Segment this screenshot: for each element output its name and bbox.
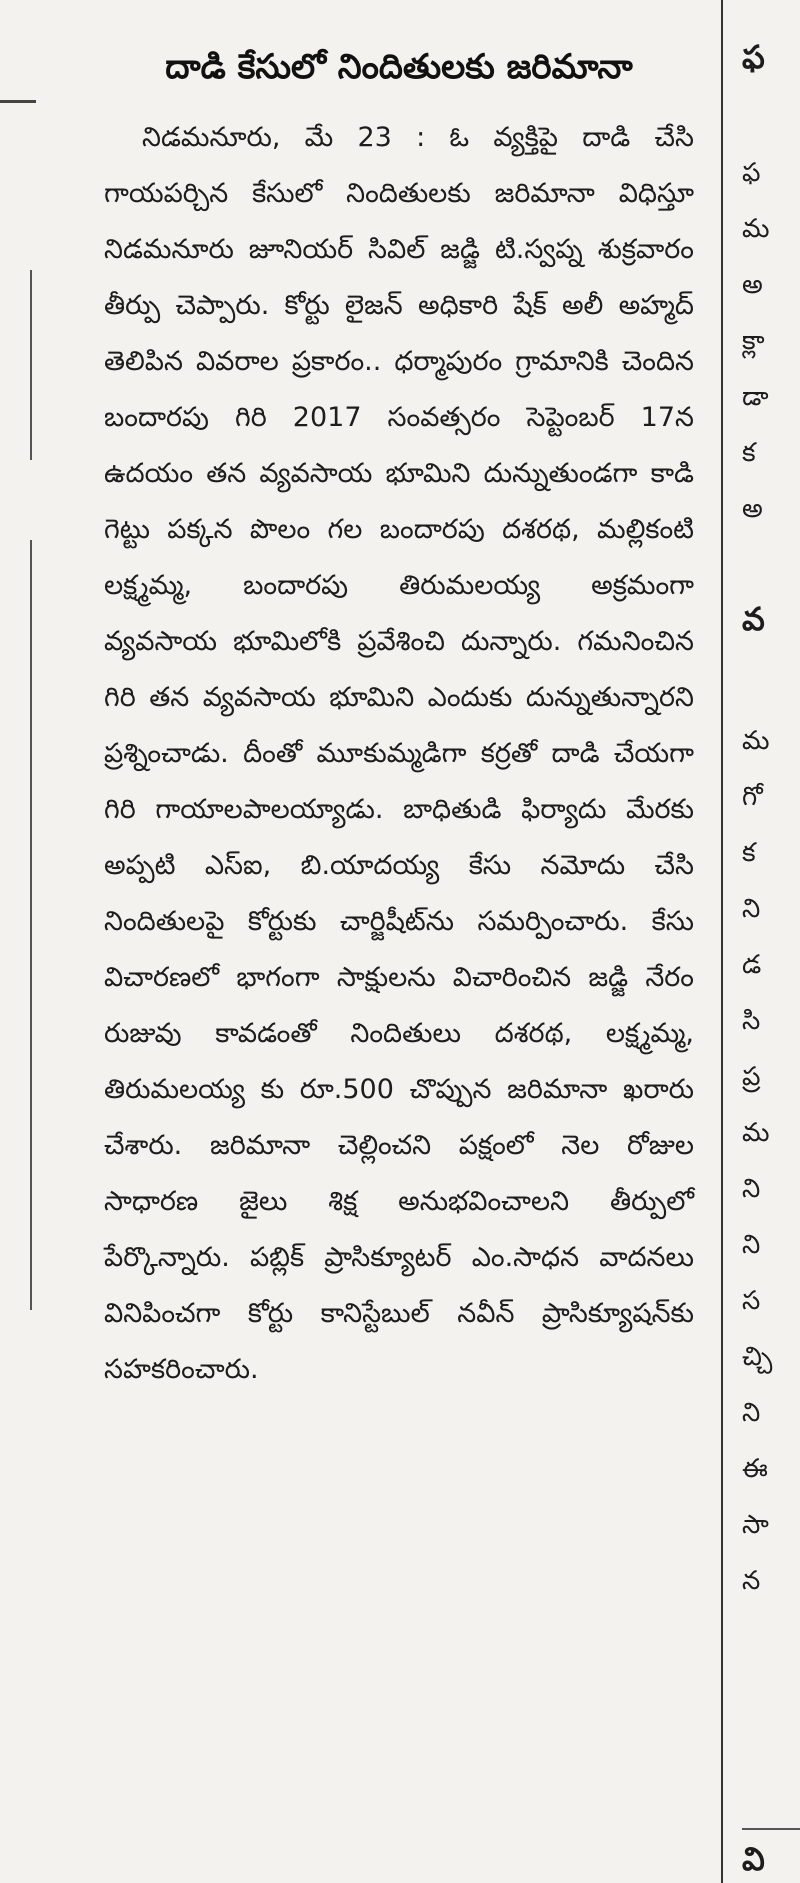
previous-column-edge — [0, 0, 36, 1883]
fragment-line: క — [742, 438, 756, 468]
column-divider — [30, 540, 32, 1310]
fragment-line: ని — [742, 1230, 761, 1260]
fragment-line: మ — [742, 214, 770, 244]
fragment-line: క — [742, 838, 756, 868]
fragment-line: న — [742, 1566, 761, 1596]
column-rule — [742, 1828, 800, 1830]
fragment-line: ని — [742, 1398, 761, 1428]
fragment-line: ని — [742, 894, 761, 924]
fragment-line: చ్చి — [742, 1342, 773, 1372]
fragment-line: క్లా — [742, 326, 765, 356]
fragment-line: స — [742, 1286, 761, 1316]
fragment-line: అ — [742, 494, 763, 524]
next-headline-fragment: ఫ — [742, 38, 765, 76]
fragment-line: సా — [742, 1510, 769, 1540]
column-divider — [30, 270, 32, 460]
fragment-line: సి — [742, 1006, 761, 1036]
next-subhead-fragment: వ — [742, 600, 765, 638]
column-divider — [721, 0, 723, 1883]
fragment-line: ఈ — [742, 1454, 768, 1484]
fragment-line: ప్ర — [742, 1062, 761, 1092]
fragment-line: ఫ — [742, 158, 761, 188]
fragment-line: మ — [742, 726, 770, 756]
next-column-fragment — [742, 0, 800, 1883]
article-body: నిడమనూరు, మే 23 : ఓ వ్యక్తిపై దాడి చేసి గాయపర్చిన కేసులో నిందితులకు జరిమానా విధిస్తూ నిడమనూరు జూనియర్ సివిల్ జడ్జి టి.స్వప్న శుక్రవారం తీర్పు చెప్పారు. కోర్టు లైజన్ అధికారి షేక్ అలీ అహ్మద్ తెలిపిన వివరాల ప్రకారం.. ధర్మాపురం గ్రామానికి చెందిన బందారపు గిరి 2017 సంవత్సరం సెప్టెంబర్ 17న ఉదయం తన వ్యవసాయ భూమిని దున్నుతుండగా కాడి గెట్టు పక్కన పొలం గల బందారపు దశరథ, మల్లికంటి లక్ష్మమ్మ, బందారపు తిరుమలయ్య అక్రమంగా వ్యవసాయ భూమిలోకి ప్రవేశించి దున్నారు. గమనించిన గిరి తన వ్యవసాయ భూమిని ఎందుకు దున్నుతున్నారని ప్రశ్నించాడు. దీంతో మూకుమ్మడిగా కర్రతో దాడి చేయగా గిరి గాయాలపాలయ్యాడు. బాధితుడి ఫిర్యాదు మేరకు అప్పటి ఎస్ఐ, బి.యాదయ్య కేసు నమోదు చేసి నిందితులపై కోర్టుకు చార్జిషీట్‌ను సమర్పించారు. కేసు విచారణలో భాగంగా సాక్షులను విచారించిన జడ్జి నేరం రుజువు కావడంతో నిందితులు దశరథ, లక్ష్మమ్మ, తిరుమలయ్య కు రూ.500 చొప్పున జరిమానా ఖరారు చేశారు. జరిమానా చెల్లించని పక్షంలో నెల రోజుల సాధారణ జైలు శిక్ష అనుభవించాలని తీర్పులో పేర్కొన్నారు. పబ్లిక్ ప్రాసిక్యూటర్ ఎం.సాధన వాదనలు వినిపించగా కోర్టు కానిస్టేబుల్ నవీన్ ప్రాసిక్యూషన్‌కు సహకరించారు. — [104, 122, 694, 1385]
fragment-line: అ — [742, 270, 763, 300]
next-footer-fragment: వి — [742, 1840, 765, 1878]
fragment-line: ని — [742, 1174, 761, 1204]
fragment-line: గో — [742, 782, 763, 812]
fragment-line: డా — [742, 382, 769, 412]
fragment-line: డ — [742, 950, 762, 980]
article-headline: దాడి కేసులో నిందితులకు జరిమానా — [165, 47, 633, 87]
column-rule — [0, 100, 36, 103]
fragment-line: మ — [742, 1118, 770, 1148]
news-article — [104, 0, 700, 1883]
